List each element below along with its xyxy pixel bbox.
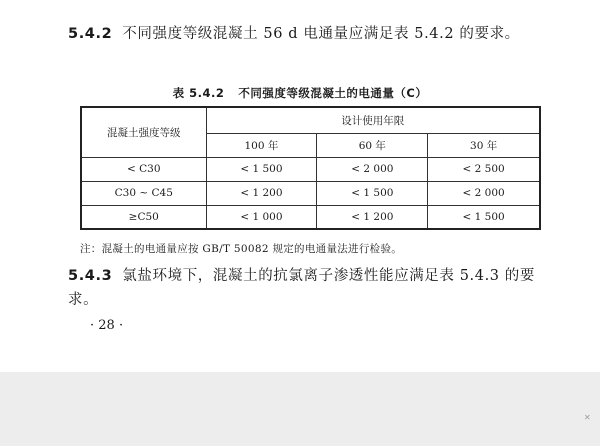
column-header: 100 年 [206, 133, 317, 157]
grade-cell: ≥C50 [81, 205, 206, 229]
table-title: 不同强度等级混凝土的电通量（C） [238, 86, 428, 100]
value-cell: < 2 500 [428, 157, 540, 181]
value-cell: < 1 500 [317, 181, 428, 205]
clause-number: 5.4.3 [68, 268, 113, 284]
table-caption [0, 85, 600, 101]
table-row [81, 157, 540, 181]
value-cell: < 2 000 [428, 181, 540, 205]
value-cell: < 1 200 [317, 205, 428, 229]
table-row [81, 181, 540, 205]
corner-mark-icon: ✕ [584, 413, 591, 422]
page-number: · 28 · [90, 318, 124, 333]
table-row [81, 205, 540, 229]
clause-text: 不同强度等级混凝土 56 d 电通量应满足表 5.4.2 的要求。 [122, 26, 520, 42]
value-cell: < 2 000 [317, 157, 428, 181]
clause-5-4-2 [68, 22, 548, 46]
value-cell: < 1 200 [206, 181, 317, 205]
value-cell: < 1 000 [206, 205, 317, 229]
row-header: 混凝土强度等级 [81, 107, 206, 157]
flux-table [80, 106, 541, 230]
column-header: 30 年 [428, 133, 540, 157]
grade-cell: C30 ~ C45 [81, 181, 206, 205]
grade-cell: < C30 [81, 157, 206, 181]
table-number: 表 5.4.2 [172, 86, 225, 100]
table-note: 注：混凝土的电通量应按 GB/T 50082 规定的电通量法进行检验。 [80, 243, 403, 255]
clause-5-4-3 [68, 264, 548, 312]
value-cell: < 1 500 [428, 205, 540, 229]
column-header: 60 年 [317, 133, 428, 157]
value-cell: < 1 500 [206, 157, 317, 181]
group-header: 设计使用年限 [206, 107, 540, 133]
clause-text: 氯盐环境下，混凝土的抗氯离子渗透性能应满足表 5.4.3 的要求。 [68, 268, 536, 308]
clause-number: 5.4.2 [68, 26, 113, 42]
